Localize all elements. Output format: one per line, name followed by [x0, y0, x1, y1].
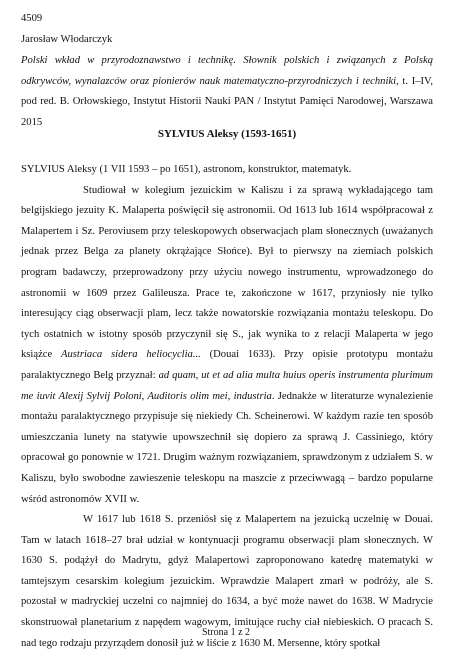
paragraph-2: W 1617 lub 1618 S. przeniósł się z Malapertem na jezuicką uczelnię w Douai. Tam w latach 1618–27 brał udział w kontynuacji programu obserwacji plam słonecznych. W 1630 S. podążył do Madrytu, gdyż Malapertowi zaproponowano katedrę matematyki w tamtejszym cesarskim kolegium jezuickim. Wprawdzie Malapert zmarł w podróży, ale S. pozostał w madryckiej uczelni co najmniej do 1634, a być może nawet do 1638. W Madrycie skonstruował planetarium z napędem wagowym, imitujące ruchy ciał niebieskich. O pracach S. nad tego rodzaju przyrządem donosił już w liście z 1630 M. Mersenne, który spotkał [21, 514, 433, 649]
intro-line: SYLVIUS Aleksy (1 VII 1593 – po 1651), astronom, konstruktor, matematyk. [21, 164, 352, 175]
citation-title: Polski wkład w przyrodoznawstwo i technikę. Słownik polskich i związanych z Polską odkrywców, wynalazców oraz pionierów nauk matematyczno-przyrodniczych i techniki, [21, 55, 433, 87]
entry-title: SYLVIUS Aleksy (1593-1651) [157, 128, 297, 140]
page-footer: Strona 1 z 2 [201, 627, 251, 638]
paragraph-1-latin-quote: ad quam, ut et ad alia multa huius operis instrumenta plurimum me iuvit Alexij Sylvij Poloni, Auditoris olim mei, industria [21, 369, 433, 402]
paragraph-1 [21, 181, 433, 511]
paragraph-1-text-c: (Douai 1633). Przy opisie prototypu montażu paralaktycznego Belg przyznał: [21, 349, 433, 381]
citation-details: t. I–IV, pod red. B. Orłowskiego, Instytut Historii Nauki PAN / Instytut Pamięci Narodowej, Warszawa 2015 [21, 75, 433, 128]
author-name: Jarosław Włodarczyk [21, 34, 113, 45]
document-number: 4509 [21, 13, 43, 24]
paragraph-1-text-a: Studiował w kolegium jezuickim w Kaliszu i za sprawą wykładającego tam belgijskiego jezuity K. Malaperta poświęcił się astronomii. Od 1613 lub 1614 współpracował z Malapertem i Sz. Peroviusem przy teleskopowych obserwacjach plam słonecznych (uważanych jednak przez Belga za planety okrążające Słońce). Był to pierwszy na ziemiach polskich program badawczy, przeprowadzony przy użyciu nowego instrumentu, wprowadzonego do astronomii w 1609 przez Galileusza. Prace te, zakończone w 1617, przyniosły nie tylko interesujący ciąg obserwacji plam, lecz także nowatorskie rozwiązania montażu teleskopu. Do tych ostatnich w istotny sposób przyczynił się S., jak wynika to z relacji Malaperta w jego książce [21, 184, 433, 361]
entry-body [21, 160, 433, 654]
paragraph-1-book-title: Austriaca sidera heliocyclia... [61, 349, 201, 361]
paragraph-1-text-e: . Jednakże w literaturze wynalezienie montażu paralaktycznego przypisuje się niekiedy Ch. Scheinerowi. W każdym razie ten sposób umieszczania lunety na statywie upowszechnił się dopiero za sprawą J. Cassiniego, który opracował go ponownie w 1721. Drugim ważnym rozwiązaniem, sprawdzonym z udziałem S. w Kaliszu, było swobodne zawieszenie teleskopu na maszcie z przeciwwagą – bardzo popularne wśród astronomów XVII w. [21, 390, 433, 505]
citation [21, 51, 433, 133]
